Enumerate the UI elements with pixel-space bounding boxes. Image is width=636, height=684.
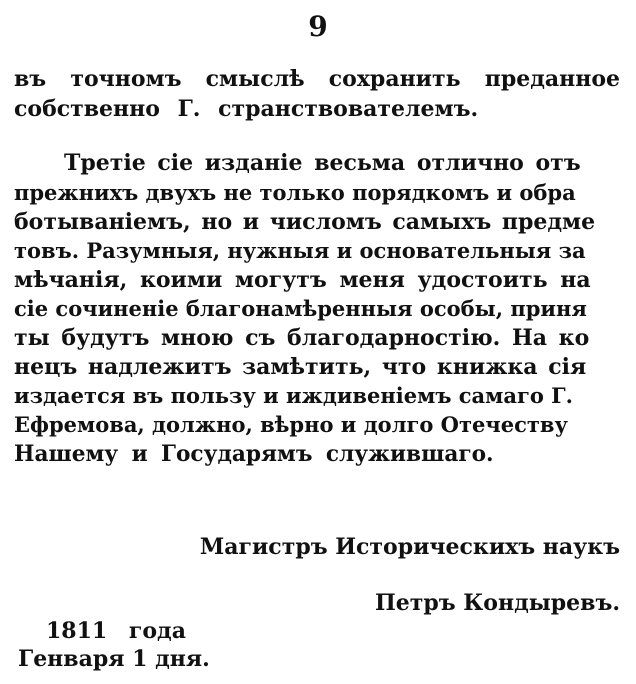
signature-title: Магистръ Историческихъ наукъ [199,534,620,560]
paragraph-line-11: Нашему и Государямъ служившаго. [14,441,494,467]
continuation-line-2: собственно Г. странствователемъ. [14,96,479,122]
continuation-line-1: въ точномъ смыслѣ сохранить преданное [14,66,620,92]
paragraph-line-3: ботываніемъ, но и числомъ самыхъ предме [14,209,596,235]
paragraph-line-6: сіе сочиненіе благонамѣренныя особы, приня [14,296,587,321]
paragraph-line-9: издается въ пользу и иждивеніемъ самаго Г. [14,383,573,408]
paragraph-line-10: Ефремова, должно, вѣрно и долго Отечеству [14,412,568,437]
date-day: Генваря 1 дня. [18,646,210,672]
signature-name: Петръ Кондыревъ. [374,590,620,616]
paragraph-line-4: товъ. Разумныя, нужныя и основательныя за [14,238,586,263]
page-number: 9 [308,10,328,43]
paragraph-line-7: ты будутъ мною съ благодарностію. На ко [14,325,590,351]
paragraph-line-5: мѣчанія, коими могутъ меня удостоить на [14,267,591,293]
paragraph-line-8: нецъ надлежитъ замѣтить, что книжка сія [14,354,587,380]
paragraph-line-1: Третіе сіе изданіе весьма отлично отъ [64,150,581,176]
date-year: 1811 года [46,618,186,644]
paragraph-line-2: прежнихъ двухъ не только порядкомъ и обра [14,180,576,205]
